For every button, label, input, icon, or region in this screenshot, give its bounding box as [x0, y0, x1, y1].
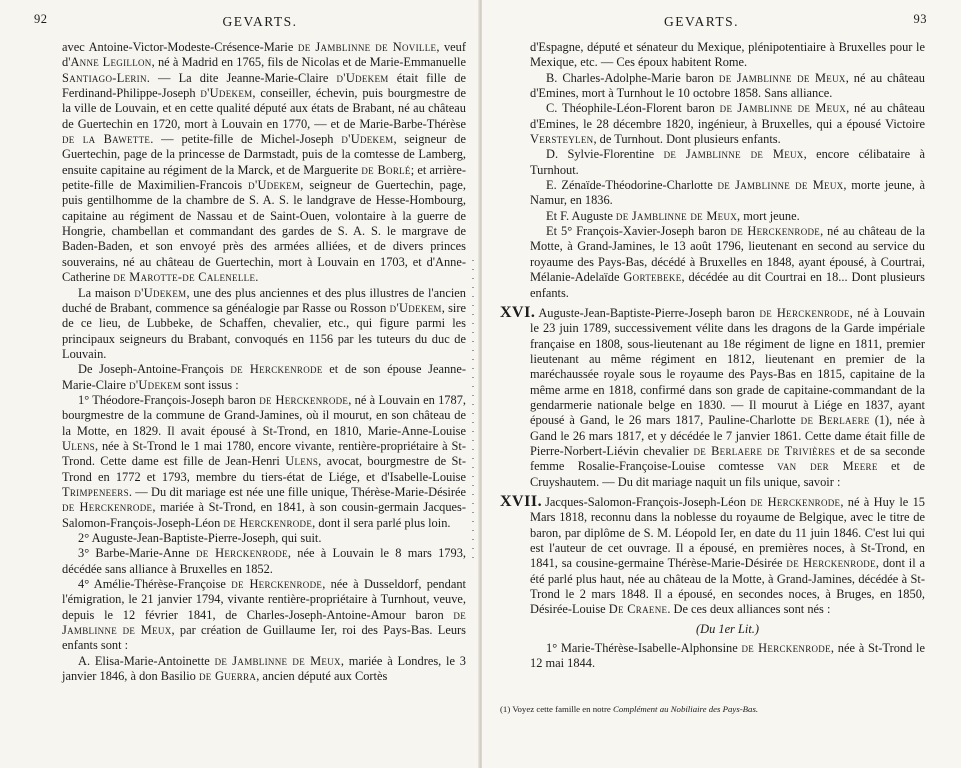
right-paragraph — [530, 178, 925, 209]
text-run: , par création de Guillaume Ier, roi des Pays-Bas. Leurs enfants sont : — [62, 623, 467, 653]
right-running-head: GEVARTS. — [663, 14, 740, 29]
text-run: , mort jeune. — [737, 208, 800, 223]
left-paragraph — [62, 40, 466, 286]
text-run: , ancien député aux Cortès — [256, 669, 388, 684]
text-run: , né à Louvain en 1787, bourgmestre de la commune de Grand-Jamines, où il mourut, en son château de la Motte, en 1829. Il avait épousé à St-Trond, en 1810, Marie-Anne-Louise — [62, 392, 466, 438]
text-run: , décédée au dit Courtrai en 18... Dont plusieurs enfants. — [530, 270, 925, 300]
text-run: E. Zénaïde-Théodorine-Charlotte — [546, 178, 718, 193]
text-run: avec Antoine-Victor-Modeste-Crésence-Marie — [62, 40, 298, 54]
section-xvi-paragraph — [500, 303, 925, 490]
text-run: Jacques-Salomon-François-Joseph-Léon — [545, 494, 751, 509]
family-name: De Craene — [608, 602, 668, 617]
family-name: de Herckenrode — [741, 641, 831, 656]
family-name: Ulens — [62, 438, 95, 453]
text-run: , veuf d' — [62, 40, 467, 70]
left-paragraph — [62, 577, 466, 654]
page-edge-marks — [472, 260, 474, 560]
right-paragraph — [530, 224, 925, 301]
family-name: de Jamblinne de Meux — [717, 178, 844, 193]
left-paragraph — [62, 654, 466, 685]
text-run: 3° Barbe-Marie-Anne — [78, 546, 196, 561]
text-run: était fille de Ferdinand-Philippe-Joseph — [62, 70, 466, 101]
left-running-head: GEVARTS. — [222, 14, 298, 29]
text-run: Et 5° François-Xavier-Joseph baron — [546, 224, 731, 239]
left-page — [0, 0, 480, 768]
section-number-xvii: XVII. — [500, 492, 543, 510]
family-name: de Herckenrode — [759, 305, 850, 320]
text-run: d'Espagne, député et sénateur du Mexique, plénipotentiaire à Bruxelles pour le Mexique, etc. — Ces époux habitent Rome. — [530, 40, 925, 70]
text-run: sont issus : — [181, 377, 239, 392]
footnote-text: Voyez cette famille en notre — [512, 704, 611, 714]
right-page-number: 93 — [913, 12, 927, 26]
family-name: de Berlaere — [800, 413, 870, 428]
family-name: de Guerra — [198, 669, 257, 684]
family-name: de Borlé — [361, 162, 411, 177]
family-name: de Jamblinne de Meux — [719, 101, 847, 116]
text-run: . — petite-fille de Michel-Joseph — [150, 132, 342, 147]
family-name: d'Udekem — [341, 132, 394, 147]
text-run: , conseiller, échevin, puis bourgmestre de la ville de Louvain, et en cette qualité député aux états de Brabant, né au château de Guertechin en 1720, mort à Louvain en 1770, — et de Marie-Barbe-Thérèse — [62, 86, 467, 131]
left-paragraph — [62, 362, 466, 393]
family-name: de Herckenrode — [259, 392, 349, 407]
footnote-marker: (1) — [500, 704, 511, 714]
text-run: , né au château de la Motte, à Grand-Jamines, le 13 août 1796, lieutenant en second au service du royaume des Pays-Bas, décédé à Bruxelles en 1848, ayant épousé, à Courtrai, Mélanie-Adelaïde — [530, 224, 925, 285]
family-name: de Herckenrode — [231, 577, 323, 592]
left-text-column — [62, 40, 466, 684]
left-paragraph — [62, 286, 466, 363]
family-name: de Herckenrode — [750, 494, 841, 509]
family-name: de Jamblinne de Noville — [297, 40, 437, 54]
text-run: , mariée à St-Trond, en 1841, à son cousin-germain Jacques-Salomon-François-Joseph-Léon — [62, 500, 466, 530]
family-name: de Jamblinne de Meux — [214, 653, 341, 668]
text-run: Auguste-Jean-Baptiste-Pierre-Joseph baron — [538, 305, 760, 320]
text-run: B. Charles-Adolphe-Marie baron — [546, 70, 719, 85]
family-name: Ulens — [285, 454, 319, 469]
family-name: Santiago-Lerin — [62, 70, 147, 85]
text-run: De Joseph-Antoine-François — [78, 362, 231, 377]
section-xvii-text — [530, 495, 925, 616]
family-name: Versteylen — [530, 132, 594, 147]
family-name: de Herckenrode — [62, 500, 153, 515]
text-run: (Du 1er Lit.) — [696, 621, 759, 636]
text-run: , né à Huy le 15 Mars 1818, reconnu dans la noblesse du royaume de Belgique, avec le titre de baron, par diplôme de S. M. Léopold Ier, en date du 11 juin 1846. C'est lui qui est l'auteur de cet ouvrage. Il a épousé, en premières noces, à St-Trond, en 1841, sa cousine-germaine Thérèse-Marie-Désirée — [530, 494, 925, 571]
text-run: La maison — [78, 285, 135, 300]
family-name: Gortebeke — [623, 270, 682, 285]
text-run: , née à Louvain le 8 mars 1793, décédée sans alliance à Bruxelles en 1852. — [62, 546, 466, 576]
family-name: d'Udekem — [336, 70, 389, 85]
text-run: . — [255, 270, 259, 285]
text-run: 1° Théodore-François-Joseph baron — [78, 392, 260, 407]
text-run: et de sa seconde femme Rosalie-Françoise-Louise comtesse — [530, 443, 925, 474]
left-paragraph — [62, 531, 466, 546]
family-name: van der Meere — [777, 459, 878, 474]
text-run: , née à St-Trond le 1 mai 1780, encore vivante, rentière-propriétaire à St-Trond. Cette dame est fille de Jean-Henri — [62, 438, 466, 469]
text-run: 1° Marie-Thérèse-Isabelle-Alphonsine — [546, 641, 742, 656]
family-name: de Jamblinne de Meux — [615, 208, 738, 223]
footnote — [500, 704, 920, 715]
family-name: de Berlaere de Trivières — [693, 443, 836, 458]
text-run: et de Cruyshautem. — Du dit mariage naquit un fils unique, savoir : — [530, 459, 925, 489]
right-text-column — [500, 40, 926, 672]
section-xvii-paragraph — [500, 492, 926, 618]
text-run: . — La dite Jeanne-Marie-Claire — [146, 70, 337, 85]
text-run: C. Théophile-Léon-Florent baron — [546, 101, 720, 116]
text-run: , sire de ce lieu, de Lubbeke, de Schaffen, chevalier, etc., qui figure parmi les principaux seigneurs du Brabant, convoqués en 1156 par les tuteurs du duc de Louvain. — [62, 300, 467, 361]
first-marriage-heading — [530, 622, 925, 637]
text-run: , né au château d'Emines, mort à Turnhout le 10 octobre 1858. Sans alliance. — [530, 70, 925, 101]
text-run: , dont il sera parlé plus loin. — [312, 515, 451, 530]
text-run: , encore célibataire à Turnhout. — [530, 147, 926, 177]
text-run: ; et arrière-petite-fille de Maximilien-Francois — [62, 162, 466, 193]
family-name: de Herckenrode — [195, 546, 288, 561]
text-run: , née à St-Trond le 12 mai 1844. — [530, 641, 925, 671]
left-page-number: 92 — [34, 12, 48, 26]
family-name: de la Bawette — [62, 132, 151, 147]
family-name: de Herckenrode — [230, 362, 323, 377]
text-run: (1), née à Gand le 26 mars 1817, et y décédée le 7 janvier 1861. Cette dame était fille de Pierre-Norbert-Liévin chevalier — [530, 413, 925, 458]
text-run: 4° Amélie-Thérèse-Françoise — [78, 577, 232, 592]
text-run: , morte jeune, à Namur, en 1836. — [530, 178, 925, 208]
left-paragraph — [62, 546, 466, 577]
text-run: , avocat, bourgmestre de St-Trond en 1772 et 1793, membre du tiers-état de Liége, et d'Isabelle-Louise — [62, 454, 466, 484]
text-run: D. Sylvie-Florentine — [546, 147, 664, 162]
text-run: , né à Madrid en 1765, fils de Nicolas et de Marie-Emmanuelle — [151, 55, 467, 70]
family-name: Trimpeneers — [62, 484, 129, 499]
right-paragraph — [530, 71, 925, 102]
right-paragraph — [530, 101, 925, 147]
family-name: d'Udekem — [129, 377, 182, 392]
family-name: d'Udekem — [389, 300, 442, 315]
family-name: de Jamblinne de Meux — [718, 70, 846, 85]
text-run: . De ces deux alliances sont nés : — [667, 602, 831, 617]
family-name: de Herckenrode — [223, 515, 313, 530]
text-run: A. Elisa-Marie-Antoinette — [78, 653, 215, 668]
text-run: , né à Louvain le 23 juin 1789, successivement vélite dans les dragons de la Garde impériale française en 1808, sous-lieutenant au 18e régiment de ligne en 1811, premier lieutenant au même régiment en 1812, lieutenant en premier de la maréchaussée royale sous le royaume des Pays-Bas en 1815, capitaine de la même arme en 1818, confirmé dans son grade de capitaine-commandant de la gendarmerie nationale belge en 1830. — Il mourut à Liége en 1837, ayant épousé à Gand, le 26 mars 1817, Pauline-Charlotte — [530, 305, 925, 428]
right-paragraph — [530, 209, 925, 224]
family-name: de Jamblinne de Meux — [62, 607, 466, 638]
text-run: , né au château d'Emines, le 28 décembre 1820, ingénieur, à Bruxelles, qui a épousé Victoire — [530, 101, 925, 131]
text-run: , de Turnhout. Dont plusieurs enfants. — [593, 132, 781, 147]
text-run: Et F. Auguste — [546, 208, 616, 223]
right-paragraph — [530, 147, 925, 178]
text-run: et de son épouse Jeanne-Marie-Claire — [62, 362, 466, 392]
right-paragraph — [530, 641, 925, 672]
footnote-title: Complément au Nobiliaire des Pays-Bas. — [613, 704, 759, 714]
text-run: 2° Auguste-Jean-Baptiste-Pierre-Joseph, qui suit. — [78, 531, 322, 545]
text-run: , seigneur de Guertechin, page, puis gentilhomme de la chambre de S. A. S. le landgrave de Hesse-Hombourg, capitaine au régiment de Nassau et de Saint-Ouen, volontaire à la guerre de Hongrie, chambellan et commandant des gardes de S. A. S. le margrave de Baden-Baden, et son envoyé près des armées alliées, et de divers princes souverains, né au château de Guertechin, mort à Louvain en 1703, et d'Anne-Catherine — [62, 178, 466, 285]
section-number-xvi: XVI. — [500, 303, 536, 321]
text-run: . — Du dit mariage est née une fille unique, Thérèse-Marie-Désirée — [128, 484, 466, 499]
family-name: d'Udekem — [134, 285, 187, 300]
left-paragraph — [62, 393, 466, 531]
family-name: d'Udekem — [200, 86, 253, 101]
text-run: , seigneur de Guertechin, page de la princesse de Darmstadt, puis de la comtesse de Lamberg, ensuite capitaine au régiment de la Marck, et de Marguerite — [62, 132, 466, 177]
family-name: de Marotte-de Calenelle — [113, 270, 256, 285]
section-xvi-text — [530, 306, 925, 489]
text-run: , née à Dusseldorf, pendant l'émigration, le 21 janvier 1794, vivante rentière-propriétaire à Turnhout, veuve, depuis le 12 février 1841, de Charles-Joseph-Antoine-Amour baron — [62, 577, 466, 622]
text-run: , une des plus anciennes et des plus illustres de l'ancien duché de Brabant, commence sa généalogie par Rasse ou Rosson — [62, 285, 466, 315]
text-run: , mariée à Londres, le 3 janvier 1846, à don Basilio — [62, 653, 466, 684]
family-name: de Herckenrode — [786, 556, 876, 571]
right-paragraph — [530, 40, 925, 71]
family-name: de Jamblinne de Meux — [663, 147, 804, 162]
family-name: d'Udekem — [248, 178, 301, 193]
family-name: de Herckenrode — [730, 224, 821, 239]
text-run: , dont il a été parlé plus haut, née au château de la Motte, à Grand-Jamines, décédée à St-Trond le 2 mars 1848. Il a épousé, en secondes noces, à Bruges, en 1850, Désirée-Louise — [530, 556, 926, 617]
family-name: Anne Legillon — [70, 55, 152, 70]
